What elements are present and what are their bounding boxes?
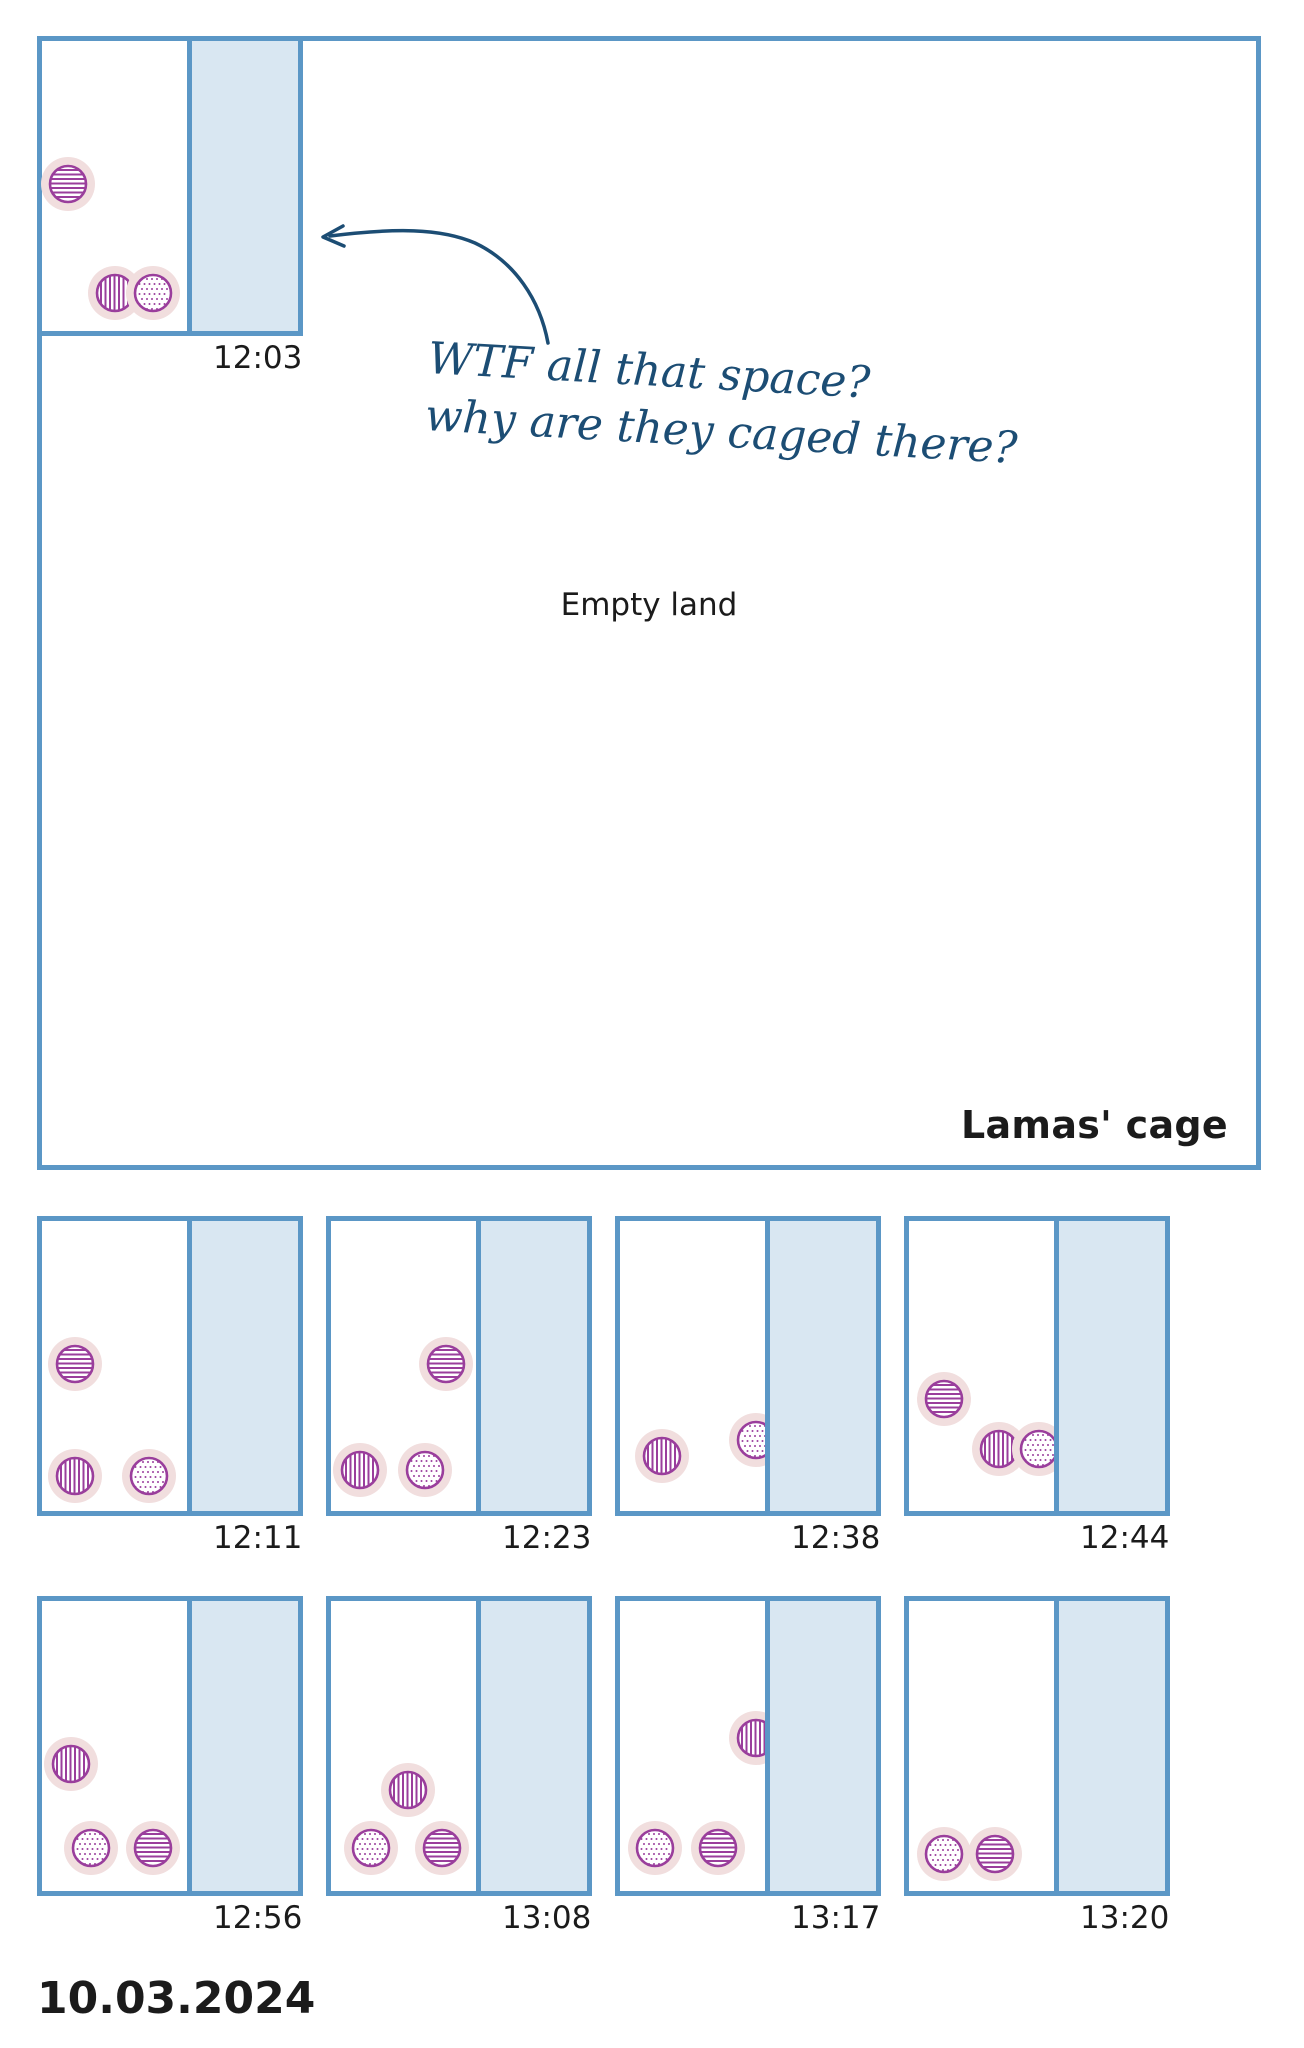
cage-label: Lamas' cage — [960, 1103, 1228, 1147]
llama-horizontal-stripes-icon — [41, 157, 95, 211]
date-label: 10.03.2024 — [37, 1973, 316, 2024]
blue-enclosure — [765, 1596, 881, 1896]
llama-dots-icon — [628, 1821, 682, 1875]
llama-dots-icon — [122, 1449, 176, 1503]
snapshot-time: 12:44 — [1080, 1520, 1170, 1556]
snapshot-frame-1320 — [904, 1596, 1170, 1896]
empty-land-label: Empty land — [560, 587, 738, 623]
llama-dots-icon — [64, 1821, 118, 1875]
snapshot-frame-1244 — [904, 1216, 1170, 1516]
snapshot-frame-1238 — [615, 1216, 881, 1516]
snapshot-time: 12:56 — [213, 1900, 303, 1936]
llama-horizontal-stripes-icon — [419, 1337, 473, 1391]
blue-enclosure — [1054, 1216, 1170, 1516]
llama-horizontal-stripes-icon — [968, 1827, 1022, 1881]
blue-enclosure — [187, 1216, 303, 1516]
snapshot-frame-1317 — [615, 1596, 881, 1896]
blue-enclosure — [187, 1596, 303, 1896]
snapshot-time: 13:17 — [791, 1900, 881, 1936]
blue-enclosure — [476, 1596, 592, 1896]
blue-enclosure — [476, 1216, 592, 1516]
snapshot-time: 12:03 — [213, 340, 303, 376]
snapshot-time: 12:38 — [791, 1520, 881, 1556]
snapshot-time: 12:23 — [502, 1520, 592, 1556]
llama-vertical-stripes-icon — [635, 1429, 689, 1483]
snapshot-time: 12:11 — [213, 1520, 303, 1556]
llama-dots-icon — [344, 1821, 398, 1875]
blue-enclosure — [1054, 1596, 1170, 1896]
llama-horizontal-stripes-icon — [691, 1821, 745, 1875]
snapshot-frame-1223 — [326, 1216, 592, 1516]
llama-vertical-stripes-icon — [48, 1449, 102, 1503]
llama-dots-icon — [126, 266, 180, 320]
snapshot-time: 13:08 — [502, 1900, 592, 1936]
annotation-line-1: WTF all that space? — [426, 333, 872, 409]
llama-dots-icon — [917, 1827, 971, 1881]
snapshot-frame-1211 — [37, 1216, 303, 1516]
llama-vertical-stripes-icon — [381, 1763, 435, 1817]
llama-vertical-stripes-icon — [44, 1737, 98, 1791]
llama-dots-icon — [398, 1443, 452, 1497]
llama-horizontal-stripes-icon — [48, 1337, 102, 1391]
snapshot-frame-1256 — [37, 1596, 303, 1896]
snapshot-frame-1203 — [37, 36, 303, 336]
blue-enclosure — [765, 1216, 881, 1516]
snapshot-frame-1308 — [326, 1596, 592, 1896]
llama-horizontal-stripes-icon — [126, 1821, 180, 1875]
llama-horizontal-stripes-icon — [917, 1372, 971, 1426]
annotation-line-2: why are they caged there? — [423, 390, 1019, 475]
snapshot-time: 13:20 — [1080, 1900, 1170, 1936]
llama-horizontal-stripes-icon — [415, 1821, 469, 1875]
llama-vertical-stripes-icon — [333, 1443, 387, 1497]
blue-enclosure — [187, 36, 303, 336]
